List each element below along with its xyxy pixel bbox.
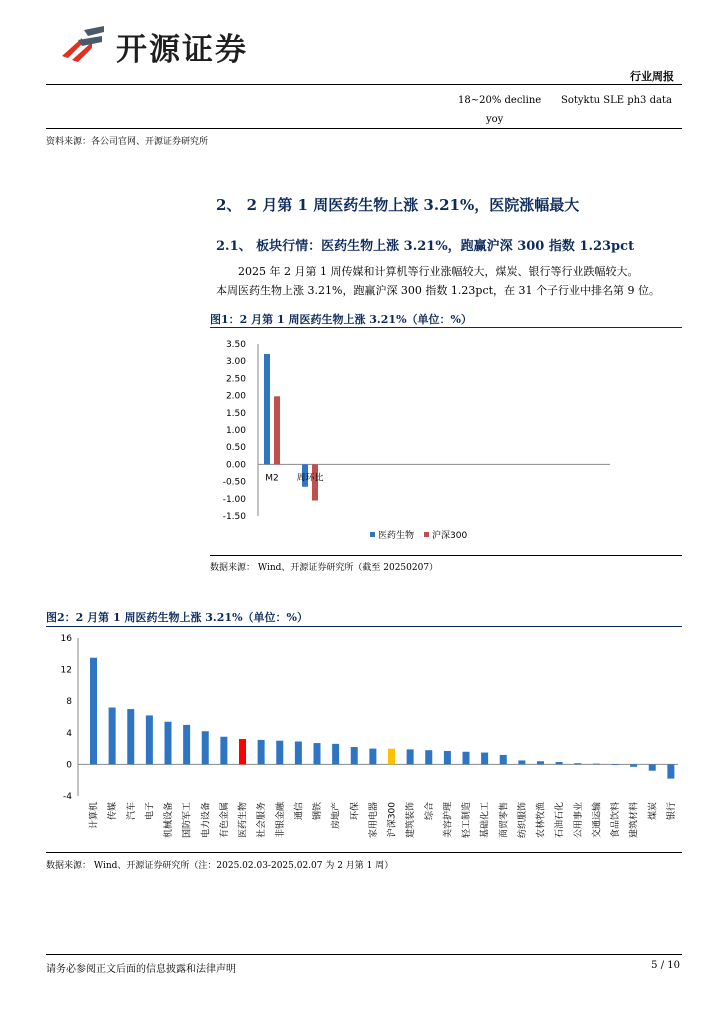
- figure1-chart: [210, 330, 682, 552]
- bar-商贸零售: [500, 755, 507, 764]
- legend-label: 医药生物: [378, 531, 415, 541]
- bar-国防军工: [183, 725, 190, 765]
- x-tick-label: 机械设备: [164, 802, 174, 839]
- y-tick-label: 12: [60, 665, 72, 676]
- bar-有色金属: [220, 737, 227, 765]
- figure2-title: 图2：2 月第 1 周医药生物上涨 3.21%（单位：%）: [46, 611, 308, 624]
- x-tick-label: 房地产: [331, 802, 342, 830]
- x-tick-label: 煤炭: [648, 802, 659, 821]
- bar-非银金融: [276, 741, 283, 765]
- x-tick-label: 美容护理: [443, 802, 454, 839]
- header-rule: [46, 84, 682, 85]
- x-tick-label: 纺织服饰: [517, 802, 528, 839]
- x-tick-label: 建筑装饰: [406, 802, 417, 839]
- legend-swatch: [424, 532, 429, 537]
- section-heading: 2、 2 月第 1 周医药生物上涨 3.21%，医院涨幅最大: [216, 196, 580, 214]
- x-tick-label: 农林牧渔: [536, 802, 547, 839]
- bar-公用事业: [574, 763, 581, 764]
- x-tick-label: 社会服务: [257, 802, 268, 839]
- report-type: 行业周报: [630, 70, 674, 83]
- x-tick-label: 传媒: [108, 802, 119, 821]
- bar-通信: [295, 741, 302, 764]
- x-tick-label: 沪深300: [387, 802, 398, 838]
- bar-美容护理: [444, 751, 451, 764]
- subsection-heading: 2.1、 板块行情：医药生物上涨 3.21%，跑赢沪深 300 指数 1.23pct: [216, 239, 635, 254]
- bar-房地产: [332, 744, 339, 765]
- bar-银行: [667, 764, 674, 778]
- x-tick-label: 汽车: [126, 802, 137, 821]
- footer-disclaimer: 请务必参阅正文后面的信息披露和法律声明: [46, 964, 236, 975]
- bar-煤炭: [649, 764, 656, 770]
- y-tick-label: 2.00: [225, 391, 246, 402]
- x-tick-label: 交通运输: [592, 802, 603, 839]
- y-tick-label: 3.00: [225, 357, 246, 368]
- source-note: 资料来源：各公司官网、开源证券研究所: [46, 137, 209, 147]
- y-tick-label: -4: [63, 792, 72, 802]
- y-tick-label: 0: [66, 760, 72, 771]
- x-tick-label: 轻工制造: [462, 802, 472, 839]
- table-cell-yoy: yoy: [486, 114, 504, 125]
- y-tick-label: 0.00: [225, 460, 246, 471]
- bar-环保: [351, 747, 358, 764]
- figure2-bottom-rule: [46, 852, 682, 853]
- bar-建筑装饰: [407, 749, 414, 764]
- bar-食品饮料: [612, 764, 619, 765]
- legend-swatch: [370, 532, 375, 537]
- bar-农林牧渔: [537, 761, 544, 764]
- figure1-bottom-rule: [210, 555, 682, 556]
- x-tick-label: 家用电器: [368, 802, 379, 839]
- bar-沪深300: [388, 749, 395, 765]
- table-cell-sotyktu: Sotyktu SLE ph3 data: [561, 95, 672, 106]
- table-cell-decline: 18~20% decline: [458, 95, 542, 106]
- bar-建筑材料: [630, 764, 637, 766]
- table-bottom-rule: [46, 128, 682, 129]
- y-tick-label: 1.50: [225, 408, 246, 419]
- bar-机械设备: [165, 722, 172, 765]
- x-tick-label: 基础化工: [480, 802, 491, 839]
- figure1-title: 图1：2 月第 1 周医药生物上涨 3.21%（单位：%）: [210, 313, 472, 326]
- x-tick-label: 国防军工: [182, 802, 193, 839]
- x-tick-label: 石油石化: [555, 802, 566, 839]
- bar-钢铁: [314, 743, 321, 764]
- y-tick-label: 0.50: [225, 443, 246, 454]
- legend-label: 沪深300: [432, 531, 468, 541]
- bar-石油石化: [556, 762, 563, 764]
- x-tick-label: 建筑材料: [629, 802, 640, 839]
- y-tick-label: 16: [60, 634, 72, 644]
- x-tick-label: 食品饮料: [611, 802, 621, 839]
- y-tick-label: 3.50: [225, 340, 246, 350]
- bar-沪深300: [274, 396, 280, 464]
- bar-计算机: [90, 658, 97, 765]
- logo-icon: [58, 22, 108, 66]
- x-tick-label: 通信: [294, 802, 305, 821]
- y-tick-label: -1.00: [222, 494, 246, 505]
- x-tick-label: 电子: [145, 802, 156, 821]
- x-tick-label: 周环比: [296, 473, 324, 484]
- bar-交通运输: [593, 764, 600, 765]
- x-tick-label: 环保: [350, 802, 361, 821]
- bar-医药生物: [264, 354, 270, 464]
- x-tick-label: 钢铁: [313, 802, 323, 821]
- y-tick-label: -1.50: [222, 512, 246, 522]
- bar-医药生物: [239, 739, 246, 764]
- figure2-chart: [46, 628, 682, 850]
- x-tick-label: 银行: [666, 802, 677, 821]
- bar-基础化工: [481, 753, 488, 765]
- page-number: 5 / 10: [651, 960, 680, 971]
- bar-社会服务: [258, 740, 265, 764]
- footer-rule: [46, 954, 682, 955]
- bar-汽车: [127, 709, 134, 764]
- paragraph-line-1: 2025 年 2 月第 1 周传媒和计算机等行业涨幅较大，煤炭、银行等行业跌幅较大。: [238, 265, 639, 278]
- y-tick-label: 2.50: [225, 374, 246, 385]
- logo-text: 开源证券: [116, 32, 248, 68]
- bar-家用电器: [369, 749, 376, 765]
- x-tick-label: 医药生物: [238, 802, 249, 839]
- figure2-top-rule: [46, 626, 682, 627]
- y-tick-label: -0.50: [222, 477, 246, 488]
- x-tick-label: M2: [265, 473, 279, 484]
- bar-纺织服饰: [518, 760, 525, 764]
- paragraph-line-2: 本周医药生物上涨 3.21%，跑赢沪深 300 指数 1.23pct，在 31 个子行业中排名第 9 位。: [216, 284, 661, 297]
- y-tick-label: 1.00: [225, 426, 246, 436]
- bar-轻工制造: [463, 752, 470, 765]
- x-tick-label: 有色金属: [219, 802, 230, 839]
- x-tick-label: 商贸零售: [499, 802, 510, 839]
- figure1-top-rule: [210, 327, 682, 328]
- bar-电力设备: [202, 731, 209, 764]
- x-tick-label: 综合: [424, 802, 435, 821]
- x-tick-label: 电力设备: [201, 802, 212, 839]
- bar-综合: [425, 750, 432, 764]
- bar-传媒: [109, 708, 116, 765]
- x-tick-label: 计算机: [89, 802, 100, 830]
- y-tick-label: 8: [66, 697, 72, 708]
- y-tick-label: 4: [66, 728, 72, 739]
- bar-电子: [146, 715, 153, 764]
- figure2-source: 数据来源： Wind、开源证券研究所（注：2025.02.03-2025.02.07 为 2 月第 1 周）: [46, 861, 394, 871]
- x-tick-label: 公用事业: [573, 802, 584, 839]
- x-tick-label: 非银金融: [275, 802, 286, 839]
- figure1-source: 数据来源： Wind、开源证券研究所（截至 20250207）: [210, 563, 439, 573]
